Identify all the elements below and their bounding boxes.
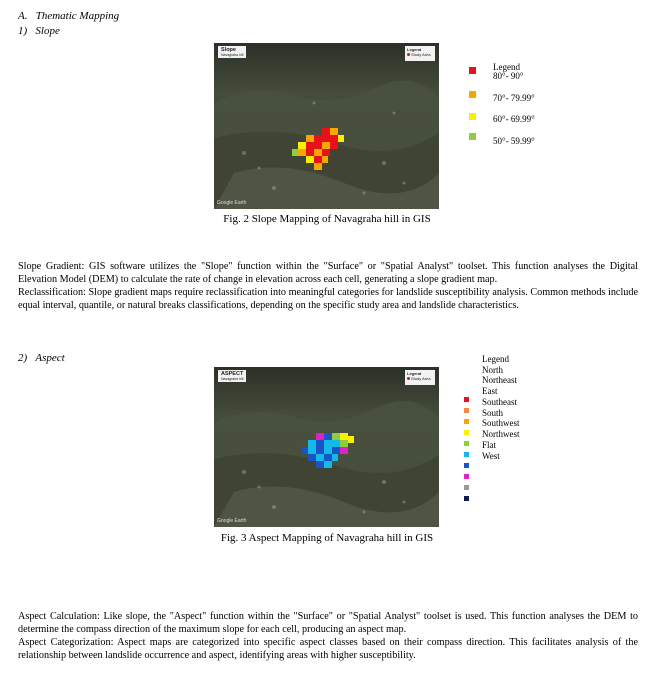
reclassification-paragraph: Reclassification: Slope gradient maps require reclassification into meaningful categories for landslide susceptibility analysis. Common methods include equal interval, quantile, or natural breaks classifications, depending on the specific study area and landslide characteristics.	[18, 287, 638, 311]
slope-legend-label-3: 60°- 69.99°	[493, 114, 535, 124]
aspect-figure-caption: Fig. 3 Aspect Mapping of Navagraha hill in GIS	[220, 532, 434, 544]
google-earth-watermark: Google Earth	[217, 200, 247, 206]
aspect-legend-label-7: Northwest	[482, 429, 520, 439]
aspect-map-title: ASPECT Navagraha hill	[218, 370, 246, 382]
slope-legend-label-2: 70°- 79.99°	[493, 93, 535, 103]
aspect-legend-title: Legend	[482, 354, 509, 364]
slope-legend-label-1: 80°- 90°	[493, 71, 524, 81]
aspect-categorization-paragraph: Aspect Categorization: Aspect maps are categorized into specific aspect classes based on their compass direction. This facilitates analysis of the relationship between landslide occurrence and aspect, identifying areas with higher susceptibility.	[18, 637, 638, 661]
slope-legend-title: Legend	[493, 62, 520, 72]
study-area-icon	[407, 53, 410, 56]
study-area-icon	[407, 377, 410, 380]
slope-figure-caption: Fig. 2 Slope Mapping of Navagraha hill in GIS	[223, 213, 431, 225]
slope-legend-swatch-1	[469, 67, 476, 74]
aspect-legend-swatch-8	[464, 474, 469, 479]
slope-text	[18, 260, 638, 312]
aspect-map-image	[214, 367, 439, 527]
slope-legend-swatch-4	[469, 133, 476, 140]
aspect-legend-swatch-7	[464, 463, 469, 468]
aspect-legend-swatch-10	[464, 496, 469, 501]
aspect-legend-label-8: Flat	[482, 440, 497, 450]
aspect-legend-label-6: Southwest	[482, 418, 520, 428]
slope-legend-swatch-2	[469, 91, 476, 98]
aspect-legend-label-9: West	[482, 451, 500, 461]
slope-map-image	[214, 43, 439, 209]
slope-raster-overlay	[214, 43, 439, 209]
aspect-legend-label-1: North	[482, 364, 503, 375]
aspect-legend-swatch-5	[464, 441, 469, 446]
aspect-legend-swatch-6	[464, 452, 469, 457]
slope-legend-label-4: 50°- 59.99°	[493, 136, 535, 146]
aspect-heading: 2) Aspect	[18, 352, 65, 364]
section-heading: A. Thematic Mapping	[18, 10, 120, 22]
aspect-legend-swatch-9	[464, 485, 469, 490]
aspect-calculation-paragraph: Aspect Calculation: Like slope, the "Aspect" function within the "Surface" or "Spatial Analyst" toolset is used. This function analyses the DEM to determine the compass direction of the maximum slope for each cell, producing an aspect map.	[18, 611, 638, 635]
aspect-legend-label-3: East	[482, 386, 498, 396]
aspect-legend-swatch-2	[464, 408, 469, 413]
slope-heading: 1) Slope	[18, 25, 60, 37]
aspect-legend-swatch-1	[464, 397, 469, 402]
aspect-map-legend: Legend Study Area	[405, 370, 435, 385]
slope-legend-swatch-3	[469, 113, 476, 120]
aspect-legend-label-4: Southeast	[482, 397, 517, 407]
aspect-legend-label-2: Northeast	[482, 375, 517, 385]
aspect-legend-swatch-4	[464, 430, 469, 435]
slope-map-title: Slope Navagraha hill	[218, 46, 246, 58]
slope-gradient-paragraph: Slope Gradient: GIS software utilizes the "Slope" function within the "Surface" or "Spatial Analyst" toolset. This function analyses the Digital Elevation Model (DEM) to calculate the rate of change in elevation across each cell, generating a slope gradient map.	[18, 261, 638, 285]
aspect-text	[18, 610, 638, 662]
aspect-legend-label-5: South	[482, 407, 504, 418]
google-earth-watermark: Google Earth	[217, 518, 247, 524]
aspect-legend-swatch-3	[464, 419, 469, 424]
slope-map-legend: Legend Study Area	[405, 46, 435, 61]
aspect-raster-overlay	[214, 367, 439, 527]
